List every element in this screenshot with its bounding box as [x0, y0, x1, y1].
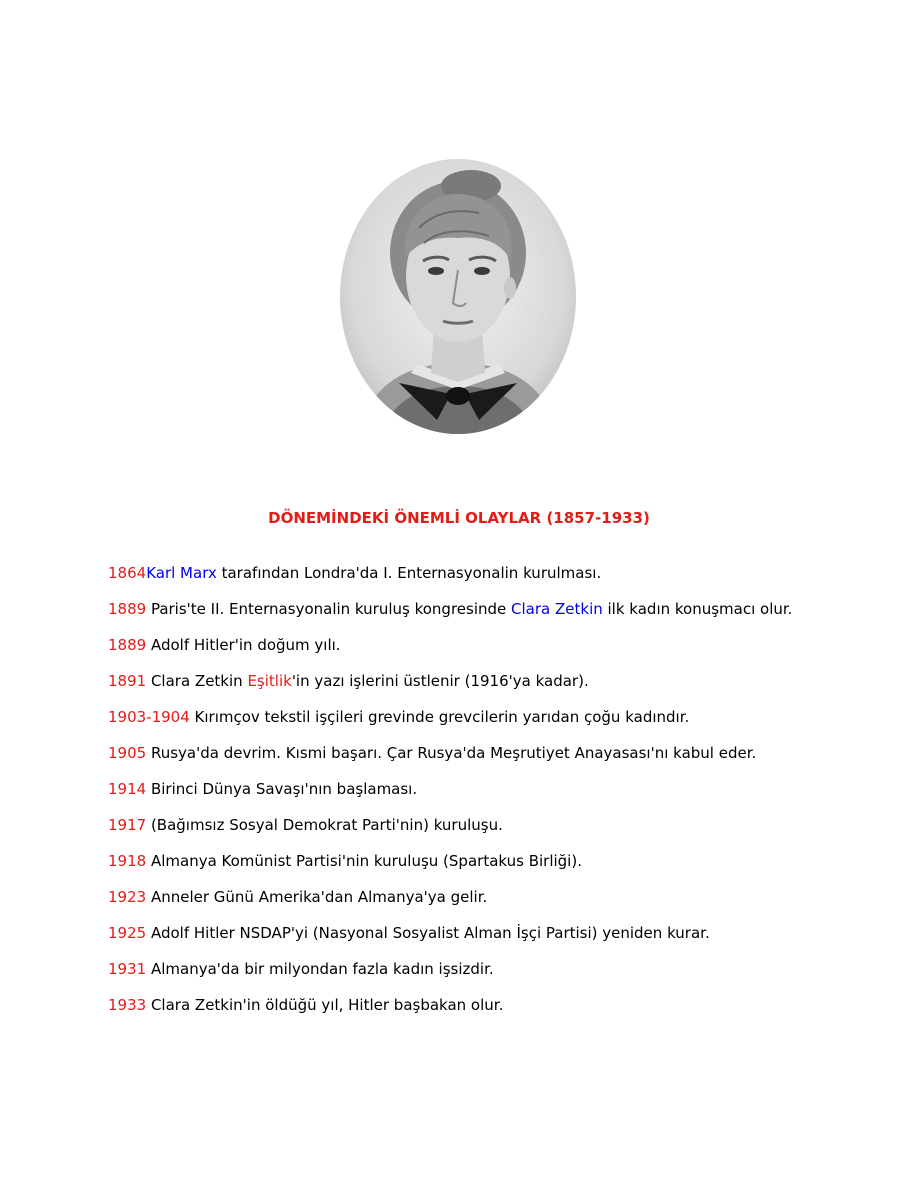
event-text: Kırımçov tekstil işçileri grevinde grevcilerin yarıdan çoğu kadındır. [189, 708, 690, 726]
event-text: Anneler Günü Amerika'dan Almanya'ya gelir. [146, 888, 488, 906]
link-clara-zetkin[interactable]: Clara Zetkin [511, 600, 603, 618]
event-text: Rusya'da devrim. Kısmi başarı. Çar Rusya'da Meşrutiyet Anayasası'nı kabul eder. [146, 744, 757, 762]
event-item [108, 671, 792, 707]
event-year: 1917 [108, 816, 147, 834]
event-item [108, 995, 792, 1031]
event-year: 1925 [108, 924, 147, 942]
event-text: Almanya'da bir milyondan fazla kadın işsizdir. [146, 960, 494, 978]
event-item [108, 707, 792, 743]
event-item [108, 815, 792, 851]
event-item [108, 635, 792, 671]
event-text: Birinci Dünya Savaşı'nın başlaması. [146, 780, 418, 798]
event-year: 1914 [108, 780, 147, 798]
event-year: 1905 [108, 744, 147, 762]
event-text: (Bağımsız Sosyal Demokrat Parti'nin) kuruluşu. [146, 816, 503, 834]
portrait-image [339, 158, 577, 435]
event-year: 1889 [108, 636, 147, 654]
event-year: 1923 [108, 888, 147, 906]
event-text: tarafından Londra'da I. Enternasyonalin kurulması. [216, 564, 602, 582]
event-year: 1891 [108, 672, 147, 690]
event-item [108, 959, 792, 995]
event-year: 1903-1904 [108, 708, 190, 726]
link-karl-marx[interactable]: Karl Marx [146, 564, 217, 582]
event-text: 'in yazı işlerini üstlenir (1916'ya kadar). [291, 672, 589, 690]
event-item [108, 743, 792, 779]
event-year: 1889 [108, 600, 147, 618]
page-heading: DÖNEMİNDEKİ ÖNEMLİ OLAYLAR (1857-1933) [268, 509, 650, 527]
event-text: Almanya Komünist Partisi'nin kuruluşu (Spartakus Birliği). [146, 852, 582, 870]
event-year: 1864 [108, 564, 147, 582]
event-text: Clara Zetkin'in öldüğü yıl, Hitler başbakan olur. [146, 996, 504, 1014]
event-item [108, 563, 792, 599]
event-text: Clara Zetkin [146, 672, 248, 690]
link-esitlik[interactable]: Eşitlik [247, 672, 292, 690]
event-year: 1933 [108, 996, 147, 1014]
event-year: 1931 [108, 960, 147, 978]
event-text: Adolf Hitler NSDAP'yi (Nasyonal Sosyalist Alman İşçi Partisi) yeniden kurar. [146, 924, 710, 942]
event-text: Adolf Hitler'in doğum yılı. [146, 636, 341, 654]
event-item [108, 599, 792, 635]
event-year: 1918 [108, 852, 147, 870]
event-item [108, 923, 792, 959]
portrait-photo [339, 158, 577, 435]
event-text: ilk kadın konuşmacı olur. [602, 600, 793, 618]
event-text: Paris'te II. Enternasyonalin kuruluş kongresinde [146, 600, 512, 618]
event-item [108, 851, 792, 887]
event-item [108, 887, 792, 923]
events-list [108, 563, 792, 1031]
event-item [108, 779, 792, 815]
